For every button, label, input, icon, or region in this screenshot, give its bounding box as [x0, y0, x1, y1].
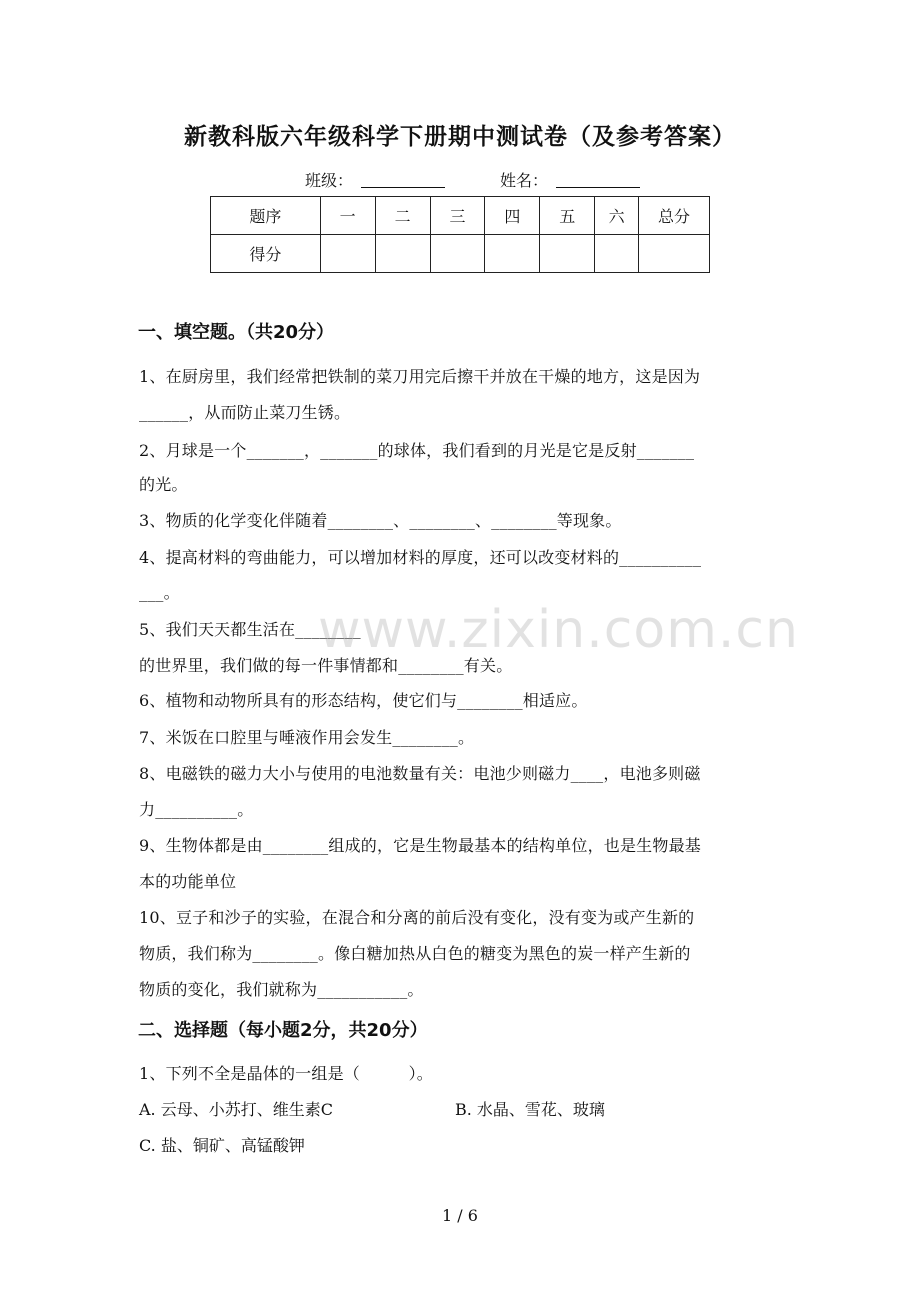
- score-cell[interactable]: [320, 235, 375, 273]
- class-blank[interactable]: [361, 187, 445, 188]
- watermark: www.zixin.com.cn: [318, 600, 799, 660]
- question-line: 8、电磁铁的磁力大小与使用的电池数量有关：电池少则磁力____，电池多则磁: [139, 764, 701, 783]
- score-row: [211, 235, 710, 273]
- question-line: 1、下列不全是晶体的一组是（ ）。: [139, 1064, 433, 1083]
- header-cell: 总分: [639, 197, 710, 235]
- question-line: 物质，我们称为________。像白糖加热从白色的糖变为黑色的炭一样产生新的: [139, 944, 691, 963]
- question-line: 的光。: [139, 475, 188, 494]
- score-cell[interactable]: [595, 235, 639, 273]
- header-cell: 三: [430, 197, 485, 235]
- question-line: 5、我们天天都生活在________: [139, 620, 361, 639]
- score-cell[interactable]: [430, 235, 485, 273]
- score-cell[interactable]: [639, 235, 710, 273]
- name-label: 姓名：: [500, 171, 549, 190]
- header-cell: 二: [375, 197, 430, 235]
- score-cell[interactable]: [485, 235, 540, 273]
- question-line: 1、在厨房里，我们经常把铁制的菜刀用完后擦干并放在干燥的地方，这是因为: [139, 367, 701, 386]
- option-c[interactable]: C. 盐、铜矿、高锰酸钾: [139, 1136, 305, 1155]
- question-line: ___。: [139, 583, 180, 602]
- question-line: 2、月球是一个_______，_______的球体，我们看到的月光是它是反射_______: [139, 441, 695, 460]
- header-cell: 五: [540, 197, 595, 235]
- score-cell[interactable]: [375, 235, 430, 273]
- header-cell: 四: [485, 197, 540, 235]
- name-blank[interactable]: [556, 187, 640, 188]
- score-cell[interactable]: [540, 235, 595, 273]
- question-line: 6、植物和动物所具有的形态结构，使它们与________相适应。: [139, 691, 588, 710]
- question-line: 本的功能单位: [139, 872, 237, 891]
- score-row-label: 得分: [211, 235, 321, 273]
- score-header-row: [211, 197, 710, 235]
- header-cell: 一: [320, 197, 375, 235]
- header-cell: 六: [595, 197, 639, 235]
- header-cell: 题序: [211, 197, 321, 235]
- option-a[interactable]: A. 云母、小苏打、维生素C: [139, 1100, 333, 1119]
- question-line: 10、豆子和沙子的实验，在混合和分离的前后没有变化，没有变为或产生新的: [139, 908, 695, 927]
- question-line: 4、提高材料的弯曲能力，可以增加材料的厚度，还可以改变材料的__________: [139, 548, 702, 567]
- option-b[interactable]: B. 水晶、雪花、玻璃: [455, 1100, 605, 1119]
- class-label: 班级：: [305, 171, 354, 190]
- section2-heading: 二、选择题（每小题2分，共20分）: [138, 1020, 428, 1041]
- question-line: 3、物质的化学变化伴随着________、________、________等现象。: [139, 511, 622, 530]
- question-line: 的世界里，我们做的每一件事情都和________有关。: [139, 656, 513, 675]
- question-line: 力__________。: [139, 800, 254, 819]
- section1-heading: 一、填空题。（共20分）: [138, 322, 335, 343]
- question-line: 7、米饭在口腔里与唾液作用会发生________。: [139, 728, 475, 747]
- question-line: 物质的变化，我们就称为___________。: [139, 980, 424, 999]
- score-table: [210, 196, 710, 273]
- page-title: 新教科版六年级科学下册期中测试卷（及参考答案）: [184, 124, 736, 150]
- question-line: ______，从而防止菜刀生锈。: [139, 403, 351, 422]
- question-line: 9、生物体都是由________组成的，它是生物最基本的结构单位，也是生物最基: [139, 836, 701, 855]
- page-number: 1 / 6: [442, 1206, 478, 1225]
